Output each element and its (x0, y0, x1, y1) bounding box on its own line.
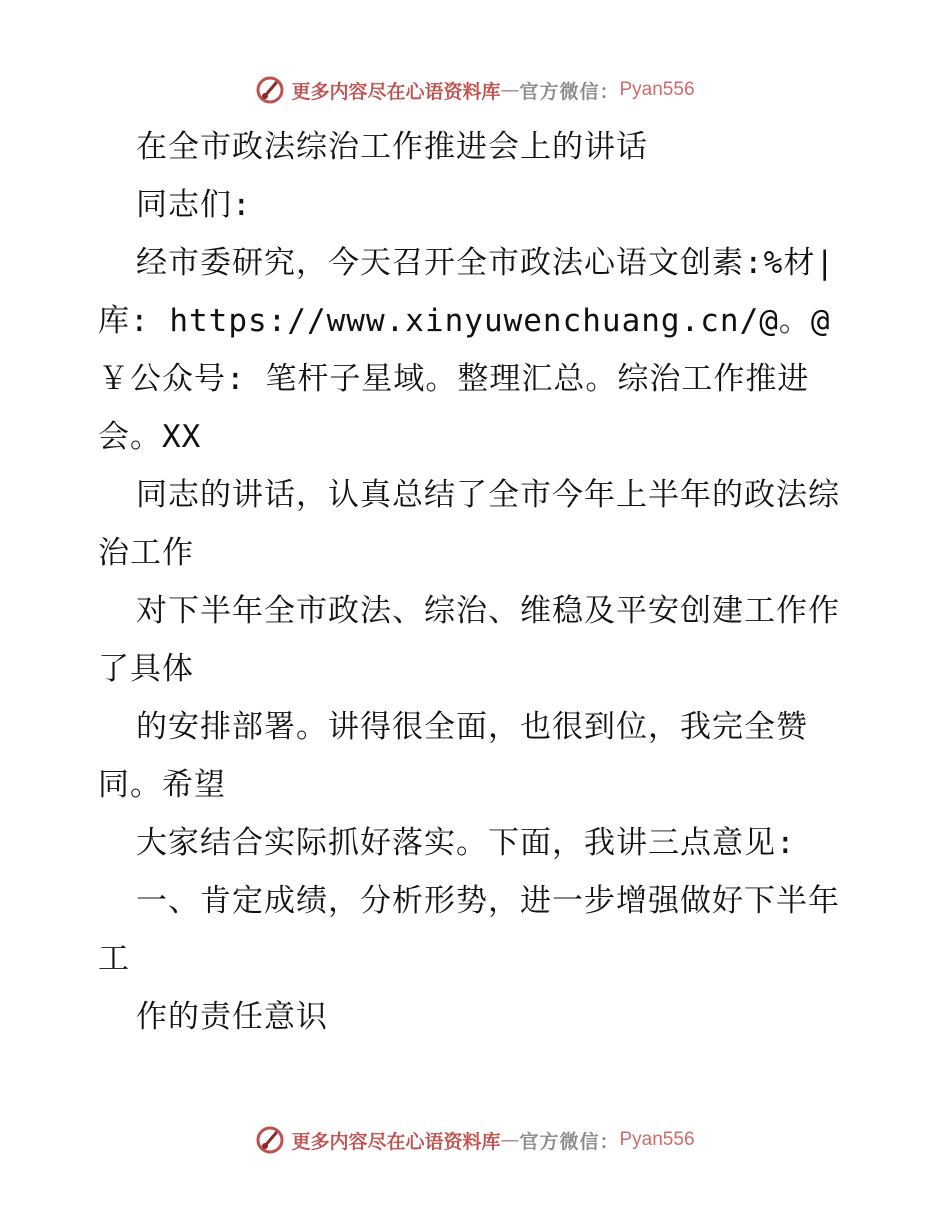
document-paragraph: 的安排部署。讲得很全面，也很到位，我完全赞同。希望 (98, 709, 808, 803)
document-body (98, 118, 858, 1046)
document-salutation: 同志们: (136, 187, 252, 223)
banner-dash: — (500, 1129, 520, 1151)
banner-brand-text: 更多内容尽在心语资料库 (291, 80, 501, 103)
banner-wechat-label: 官方微信： (519, 80, 620, 103)
banner-wechat-id: Pyan556 (619, 79, 695, 100)
document-paragraph: 同志的讲话，认真总结了全市今年上半年的政法综治工作 (98, 477, 840, 571)
document-paragraph: 大家结合实际抓好落实。下面，我讲三点意见: (136, 825, 796, 861)
brush-logo-icon (255, 75, 285, 105)
banner-wechat-label: 官方微信： (519, 1130, 620, 1153)
banner-brand-text: 更多内容尽在心语资料库 (291, 1130, 501, 1153)
document-paragraph: 一、肯定成绩，分析形势，进一步增强做好下半年工 (98, 883, 840, 977)
document-paragraph: 作的责任意识 (136, 999, 328, 1035)
banner-wechat-id: Pyan556 (619, 1129, 695, 1150)
banner-dash: — (500, 79, 520, 101)
footer-watermark-banner (0, 1120, 950, 1160)
header-watermark-banner (0, 70, 950, 110)
brush-logo-icon (255, 1125, 285, 1155)
document-paragraph: 对下半年全市政法、综治、维稳及平安创建工作作了具体 (98, 593, 840, 687)
document-title: 在全市政法综治工作推进会上的讲话 (136, 129, 648, 165)
document-paragraph: 经市委研究，今天召开全市政法心语文创素:%材|库: https://www.xinyuwenchuang.cn/@。@￥公众号: 笔杆子星域。整理汇总。综治工作推进会。XX (98, 245, 835, 455)
